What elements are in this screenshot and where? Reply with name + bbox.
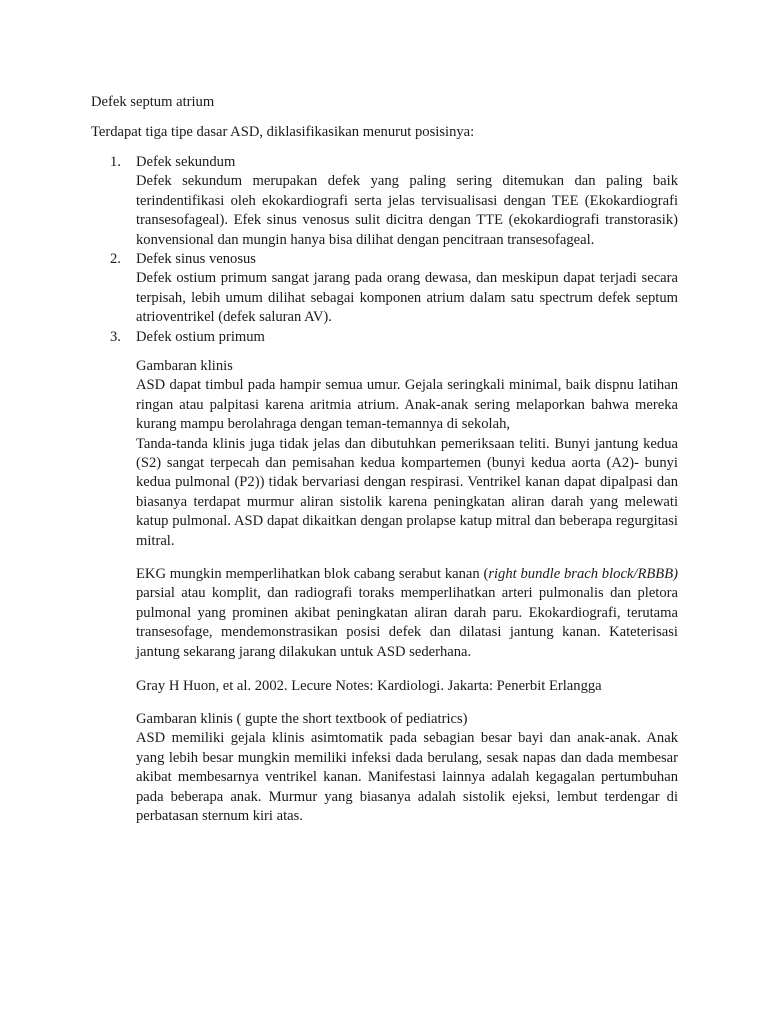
clinical-section-1: [136, 357, 678, 662]
list-item: [110, 153, 678, 250]
list-number: 1.: [110, 154, 121, 170]
list-number: 3.: [110, 328, 121, 345]
section-title: Gambaran klinis: [136, 358, 233, 374]
paragraph: Tanda-tanda klinis juga tidak jelas dan dibutuhkan pemeriksaan teliti. Bunyi jantung kedua (S2) sangat terpecah dan pemisahan kedua kompartemen (bunyi kedua aorta (A2)- bunyi kedua pulmonal (P2)) tidak bervariasi dengan respirasi. Ventrikel kanan dapat dipalpasi dan biasanya terdapat murmur aliran sistolik karena peningkatan aliran darah yang melewati katup pulmonal. ASD dapat dikaitkan dengan prolapse katup mitral dan beberapa regurgitasi mitral.: [136, 435, 678, 549]
intro-paragraph: Terdapat tiga tipe dasar ASD, diklasifikasikan menurut posisinya:: [91, 124, 475, 140]
list-item-text: Defek ostium primum sangat jarang pada orang dewasa, dan meskipun dapat terjadi secara terpisah, lebih umum dilihat sebagai komponen atrium dalam satu spectrum defek septum atrioventrikel (defek saluran AV).: [136, 270, 678, 326]
asd-type-list: [110, 153, 678, 347]
list-item-heading: Defek sekundum: [136, 154, 236, 170]
ekg-italic-term: right bundle brach block/RBBB): [488, 566, 678, 583]
ekg-text-start: EKG mungkin memperlihatkan blok cabang serabut kanan (: [136, 566, 489, 583]
document-title: Defek septum atrium: [91, 94, 215, 110]
list-item-heading: Defek sinus venosus: [136, 251, 256, 268]
list-item: [110, 250, 678, 328]
paragraph-ekg: [136, 565, 678, 662]
ekg-text-end: parsial atau komplit, dan radiografi toraks memperlihatkan arteri pulmonalis dan pletora pulmonal yang prominen akibat peningkatan aliran darah paru. Ekokardiografi, terutama transesofage, mendemonstrasikan posisi defek dan dilatasi jantung kanan. Kateterisasi jantung sekarang jarang dilakukan untuk ASD sederhana.: [136, 585, 678, 660]
list-item-heading: Defek ostium primum: [136, 328, 265, 345]
list-item: [110, 328, 678, 347]
reference-block: [136, 677, 678, 696]
list-number: 2.: [110, 251, 121, 268]
reference-citation: Gray H Huon, et al. 2002. Lecure Notes: Kardiologi. Jakarta: Penerbit Erlangga: [136, 678, 602, 694]
paragraph: ASD memiliki gejala klinis asimtomatik pada sebagian besar bayi dan anak-anak. Anak yang lebih besar mungkin memiliki infeksi dada berulang, sesak napas dan dada membesar akibat membesarnya ventrikel kanan. Manifestasi lainnya adalah kegagalan pertumbuhan pada beberapa anak. Murmur yang biasanya adalah sistolik ejeksi, lembut terdengar di perbatasan sternum kiri atas.: [136, 730, 678, 825]
section-title: Gambaran klinis ( gupte the short textbook of pediatrics): [136, 711, 468, 727]
clinical-section-2: [136, 710, 678, 826]
paragraph: ASD dapat timbul pada hampir semua umur. Gejala seringkali minimal, baik dispnu latihan ringan atau palpitasi karena aritmia atrium. Anak-anak sering melaporkan bahwa mereka kurang mampu berolahraga dengan teman-temannya di sekolah,: [136, 377, 678, 433]
list-item-text: Defek sekundum merupakan defek yang paling sering ditemukan dan paling baik terindentifikasi oleh ekokardiografi serta jelas tervisualisasi dengan TEE (Ekokardiografi transesofageal). Efek sinus venosus sulit dicitra dengan TTE (ekokardiografi transtorasik) konvensional dan mungin hanya bisa dilihat dengan pencitraan transesofageal.: [136, 173, 678, 248]
